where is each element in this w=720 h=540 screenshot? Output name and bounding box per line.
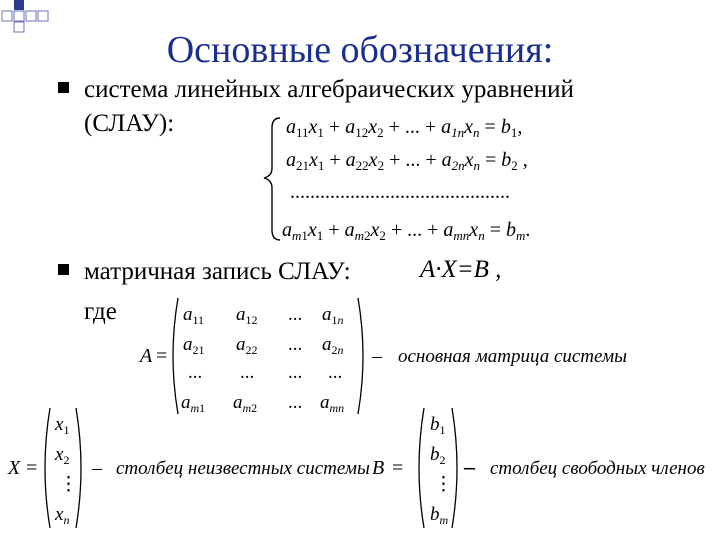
item-2-line-1: матричная запись СЛАУ: <box>84 258 351 285</box>
svg-text:...: ... <box>240 362 255 383</box>
vector-b-left-paren <box>419 408 424 528</box>
vector-x-name: X <box>8 457 21 479</box>
svg-text:⋮: ⋮ <box>434 474 453 495</box>
svg-text:⋮: ⋮ <box>59 474 78 495</box>
item-1-line-2: (СЛАУ): <box>84 110 175 137</box>
svg-text:a12: $a_{12}$ <box>236 304 258 327</box>
matrix-a-equals: = <box>156 345 168 367</box>
vector-x-right-paren <box>76 408 81 528</box>
svg-text:b2: $b_2$ <box>430 444 446 467</box>
svg-text:b1: $b_1$ <box>430 414 446 437</box>
svg-text:a21: $a_{21}$ <box>183 334 205 357</box>
svg-text:...: ... <box>288 334 303 355</box>
system-brace <box>264 118 280 240</box>
svg-text:x1: $x_1$ <box>55 414 70 437</box>
vector-b-name: B <box>372 457 385 479</box>
vector-b-right-paren <box>452 408 457 528</box>
svg-text:am1: $a_m1$ <box>181 392 206 415</box>
svg-text:...: ... <box>288 392 303 413</box>
item-1-line-1: система линейных алгебраических уравнений <box>84 76 574 103</box>
svg-text:...: ... <box>288 304 303 325</box>
svg-text:...: ... <box>288 362 303 383</box>
svg-text:–: – <box>92 457 102 479</box>
svg-text:xn: $x_n$ <box>55 504 70 527</box>
svg-text:amn: $a_{mn}$ <box>320 392 345 415</box>
svg-text:am2: $a_m2$ <box>233 392 258 415</box>
svg-text:a11: $a_{11}$ <box>183 304 205 327</box>
vector-x-left-paren <box>45 408 50 528</box>
square-bullet-icon <box>58 264 70 276</box>
matrix-a-description: основная матрица системы <box>398 346 627 367</box>
vector-x-description: столбец неизвестных системы <box>116 458 370 479</box>
matrix-equation: A·X=B , <box>420 256 502 283</box>
slide-title: Основные обозначения: <box>166 29 554 71</box>
svg-text:a1n: $a_1n$ <box>322 304 344 327</box>
slau-row-1: $a_{11}x_1 + a_{12}x_2$ + ... + $a_{1n}x_n = b_1$, <box>286 116 523 140</box>
svg-text:=: = <box>26 457 38 479</box>
svg-text:bm: $b_m$ <box>430 504 449 527</box>
matrix-a-left-paren <box>173 298 178 414</box>
slau-row-2: $a_{21}x_1 + a_{22}x_2$ + ... + $a_{2n}x_n = b_2$ , <box>286 149 528 173</box>
vector-b-description: столбец свободных членов <box>490 458 705 479</box>
matrix-a-name: A <box>140 345 153 367</box>
slau-row-m: $a_m1x_1 + a_m2x_2$ + ... + $a_{mn}x_n = b_m$. <box>282 219 531 243</box>
item-2-line-2: где <box>84 298 117 325</box>
svg-text:–: – <box>372 345 382 367</box>
svg-text:–: – <box>464 454 475 479</box>
svg-text:...: ... <box>188 362 203 383</box>
svg-text:x2: $x_2$ <box>55 444 70 467</box>
svg-text:=: = <box>392 457 404 479</box>
svg-text:a2n: $a_2n$ <box>322 334 344 357</box>
svg-text:a22: $a_{22}$ <box>236 334 258 357</box>
square-bullet-icon <box>58 82 70 94</box>
svg-text:...: ... <box>328 362 343 383</box>
slau-ellipsis-row: ............................................ <box>290 181 510 203</box>
matrix-a-right-paren <box>358 298 363 414</box>
